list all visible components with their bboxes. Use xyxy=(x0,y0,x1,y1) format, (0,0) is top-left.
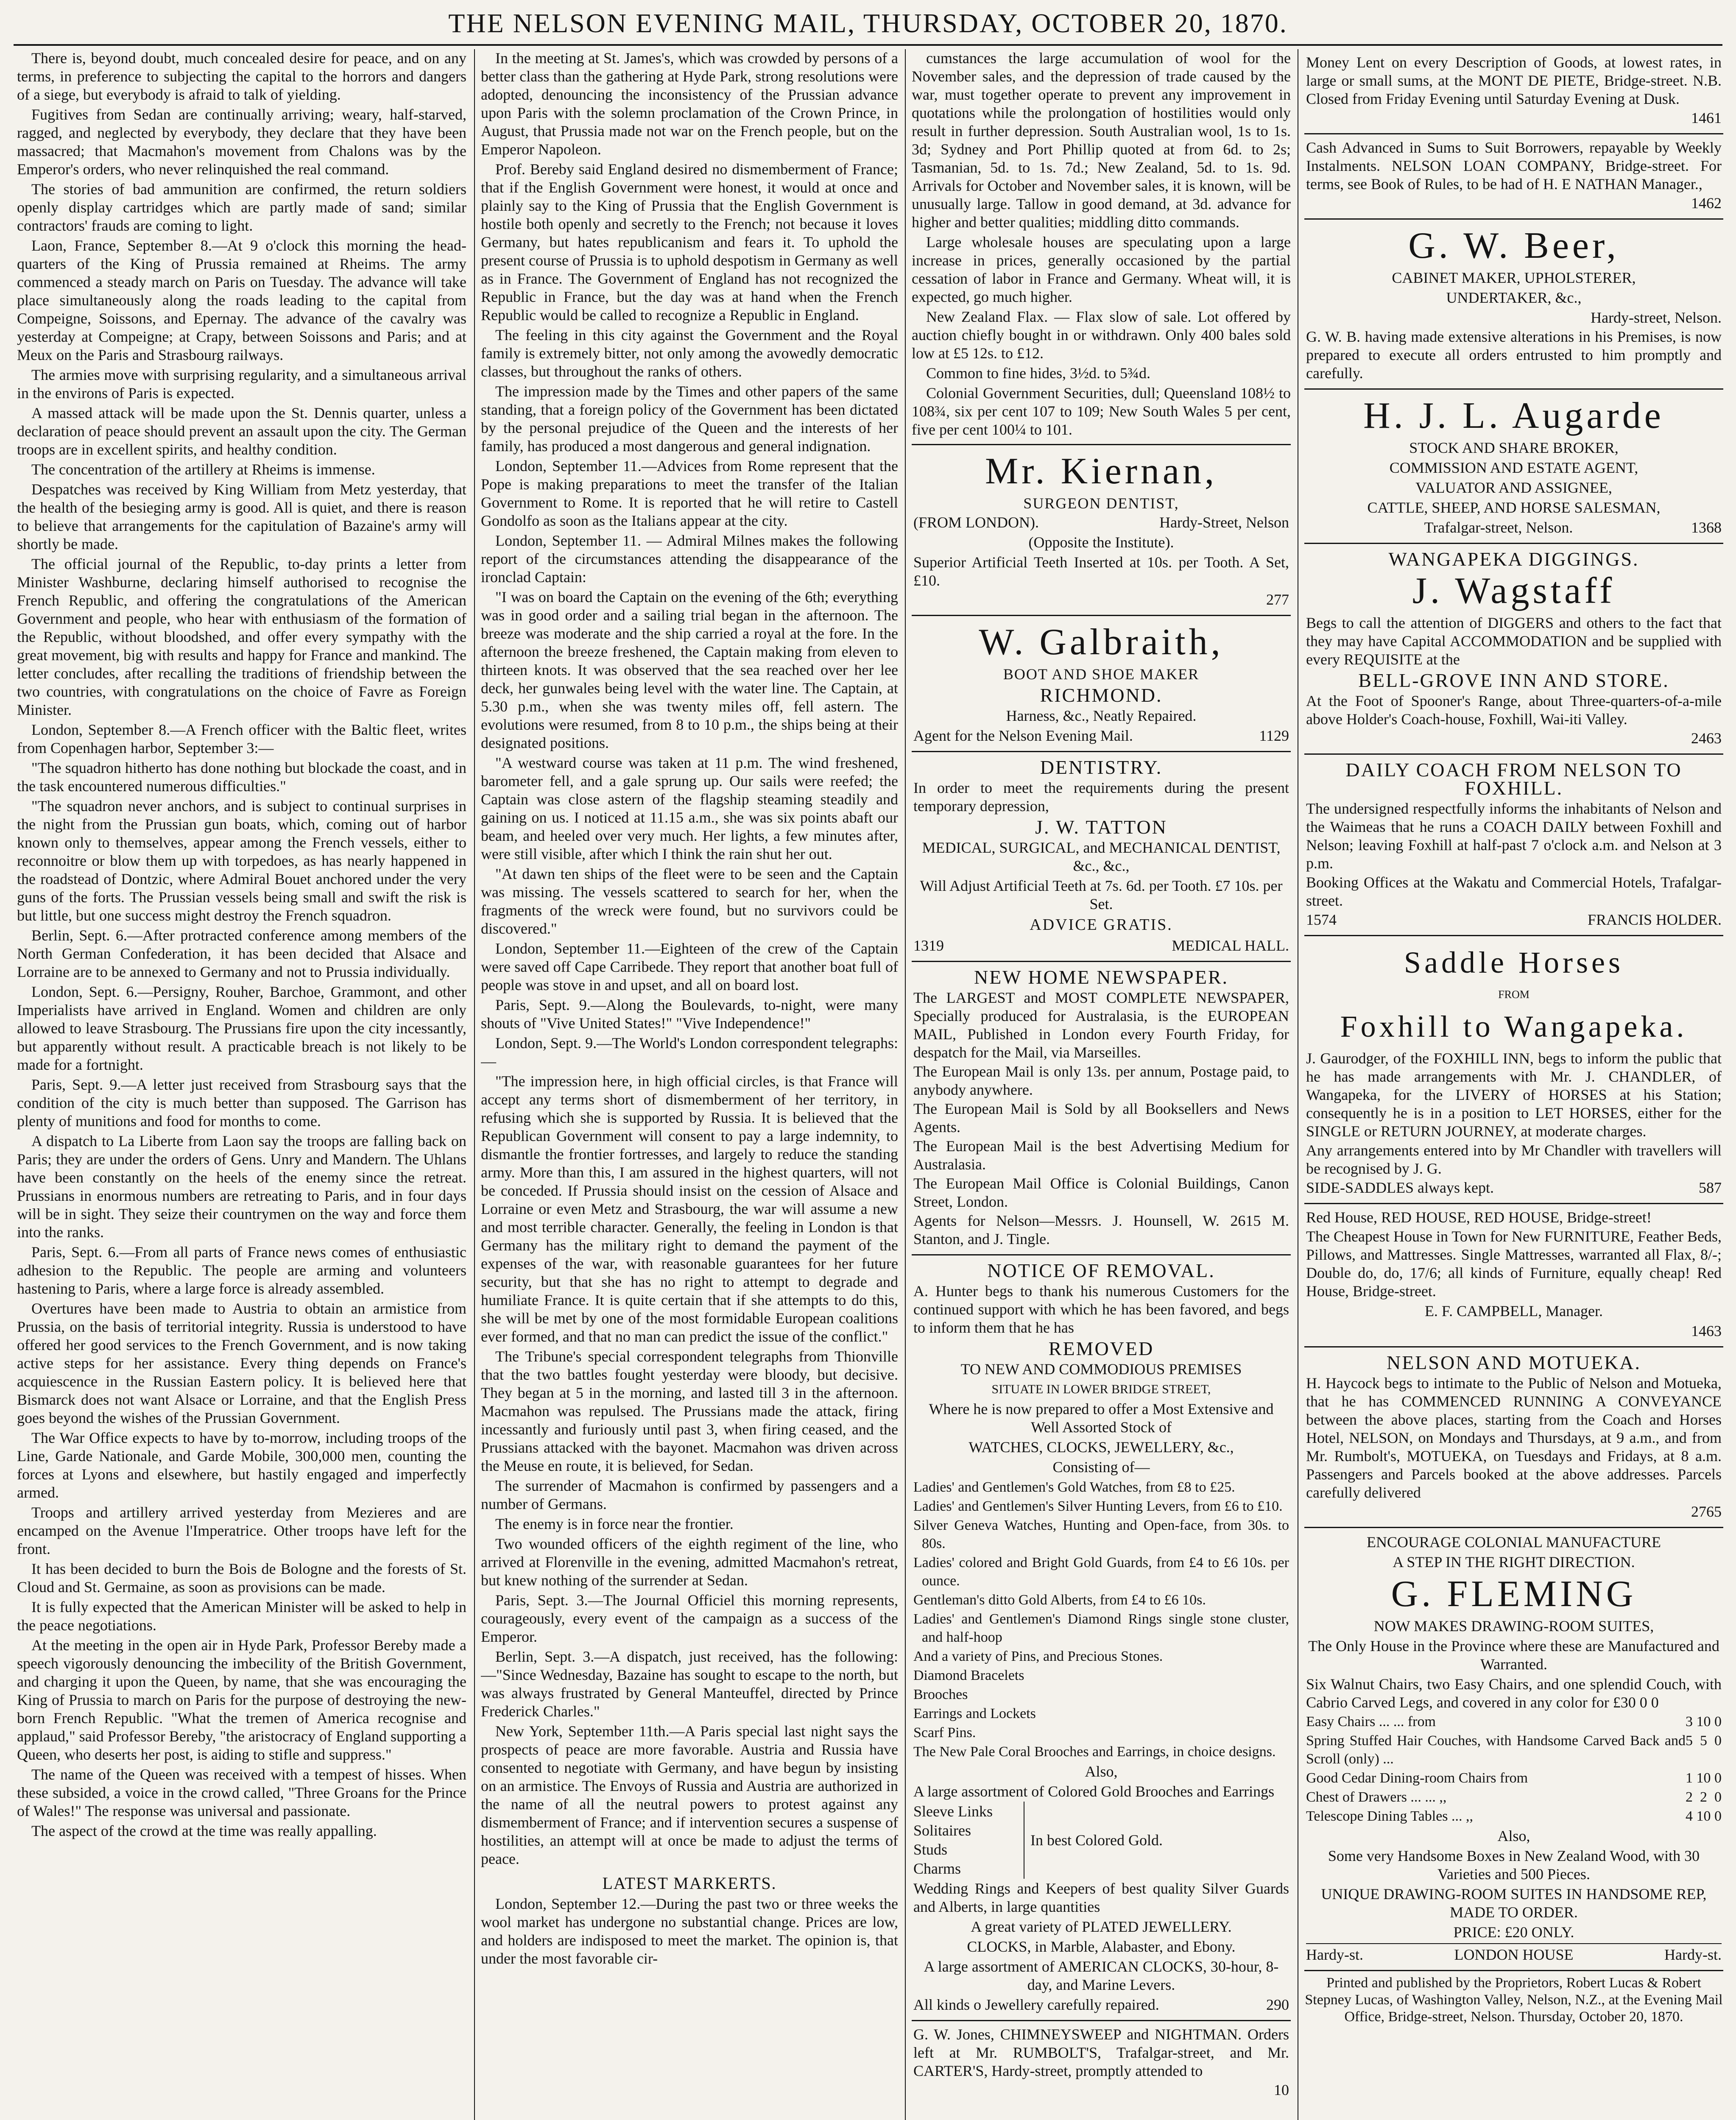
article-paragraph: The concentration of the artillery at Rheims is immense. xyxy=(31,461,375,478)
ad-text: Hardy-st. xyxy=(1306,1946,1363,1963)
article-paragraph: At the meeting in the open air in Hyde Park, Professor Bereby made a speech vigorously denouncing the imbecility of the British Government, and charging it upon the Queen, by name, that she was encouraging the King of Prussia to march on Paris for the purpose of destroying the new-born French Republic. "What the tremen of America recognise and applaud," said Professor Bereby, "the aristocracy of England supporting a Queen, who deserts her post, is aiding to stifle and suppress." xyxy=(17,1637,466,1763)
price-row xyxy=(1306,1713,1722,1731)
article-paragraph: In the meeting at St. James's, which was crowded by persons of a better class than the gathering at Hyde Park, strong resolutions were adopted, denouncing the inconsistency of the Prussian advance upon Paris with the solemn proclamation of the Crown Prince, in August, that Prussia made not war on the French people, but on the Emperor Napoleon. xyxy=(481,50,898,158)
ad-text: Superior Artificial Teeth Inserted at 10s. per Tooth. A Set, £10. xyxy=(913,554,1289,589)
column-1 xyxy=(17,49,466,2120)
list-item: Brooches xyxy=(913,1687,968,1702)
list-item: Ladies' colored and Bright Gold Guards, from £4 to £6 10s. per ounce. xyxy=(913,1555,1289,1589)
ad-title: G. W. Beer, xyxy=(1408,225,1619,266)
ad-text: UNDERTAKER, &c., xyxy=(1446,289,1582,306)
ad-text: TO NEW AND COMMODIOUS PREMISES xyxy=(960,1361,1242,1378)
article-paragraph: Berlin, Sept. 3.—A dispatch, just received, has the following:—"Since Wednesday, Bazaine has sought to escape to the north, but was always frustrated by General Manteuffel, directed by Prince Frederick Charles." xyxy=(481,1648,898,1720)
ad-text: MEDICAL HALL. xyxy=(1172,937,1289,954)
ad-subtitle: RICHMOND. xyxy=(1040,684,1163,706)
news-column-1 xyxy=(17,49,466,1840)
ad-number: 290 xyxy=(1266,1996,1289,2013)
ad-text: G. W. B. having made extensive alterations in his Premises, is now prepared to execute all orders entrusted to him promptly and carefully. xyxy=(1306,328,1722,382)
ad-nelson-motueka xyxy=(1304,1347,1723,1528)
article-paragraph: The armies move with surprising regularity, and a simultaneous arrival in the environs of Paris is expected. xyxy=(17,366,466,402)
article-paragraph: The official journal of the Republic, to-day prints a letter from Minister Washburne, declaring himself authorised to recognise the French Republic, and offering the congratulations of the American Government and people, who hear with enthusiasm of the formation of the Republic, without bloodshed, and offer every sympathy with the great movement, big with results and happy for France and mankind. The letter concludes, after recalling the traditions of friendship between the two countries, with congratulations on the choice of Favre as Foreign Minister. xyxy=(17,555,466,718)
article-paragraph: The Tribune's special correspondent telegraphs from Thionville that the two battles fought yesterday were bloody, but decisive. They began at 5 in the morning, and lasted till 3 in the afternoon. Macmahon was repulsed. The Prussians made the attack, firing incessantly and furiously until past 3, when firing ceased, and the Prussians attacked with the bayonet. Macmahon was driven across the Meuse en route, it is believed, for Sedan. xyxy=(481,1348,898,1474)
article-paragraph: The feeling in this city against the Government and the Royal family is extremely bitter, not only among the avowedly democratic classes, but throughout the ranks of others. xyxy=(481,326,898,380)
article-paragraph: The War Office expects to have by to-morrow, including troops of the Line, Garde Nationale, and Garde Mobile, 300,000 men, counting the forces at Lyons and elsewhere, but hastily engaged and imperfectly armed. xyxy=(17,1429,466,1501)
article-paragraph: The impression made by the Times and other papers of the same standing, that a foreign policy of the Government has been dictated by the personal prejudice of the Queen and the interests of her family, has produced a most dangerous and general indignation. xyxy=(481,383,898,455)
ad-title: H. J. L. Augarde xyxy=(1363,395,1664,436)
ad-title: Mr. Kiernan, xyxy=(985,451,1218,492)
article-paragraph: "The impression here, in high official circles, is that France will accept any terms short of dismemberment of her territory, in refusing which she is supported by Russia. It is believed that the Republican Government will consent to pay a large indemnity, to dismantle the frontier fortresses, and largely to reduce the standing army. More than this, I am assured in the highest quarters, will not be conceded. If Prussia should insist on the cession of Alsace and Lorraine or even Metz and Strasbourg, the war will assume a new and most terrible character. Generally, the feeling in London is that Germany has the military right to demand the payment of the expenses of the war, with reasonable guarantees for her future security, but that she has no right to attempt to degrade and humiliate France. It is quite certain that if she attempts to do this, she will be met by one of the most formidable European coalitions ever formed, and that no man can predict the issue of the conflict." xyxy=(481,1073,898,1345)
ad-number: 1368 xyxy=(1691,519,1722,536)
price-list xyxy=(1306,1713,1722,1825)
article-paragraph: The aspect of the crowd at the time was really appalling. xyxy=(31,1822,377,1839)
ad-title: Saddle Horses xyxy=(1404,946,1624,979)
list-item: Earrings and Lockets xyxy=(913,1706,1036,1721)
ad-number: 1129 xyxy=(1259,727,1289,744)
ad-new-home-newspaper xyxy=(912,962,1291,1255)
ad-text: Hardy-Street, Nelson xyxy=(1159,514,1289,531)
ad-augarde xyxy=(1304,390,1723,544)
masthead: THE NELSON EVENING MAIL, THURSDAY, OCTOBER 20, 1870. xyxy=(448,8,1288,38)
price-value: 3 10 0 xyxy=(1686,1714,1722,1729)
article-paragraph: Fugitives from Sedan are continually arriving; weary, half-starved, ragged, and neglected by everybody, they declare that they have been massacred; that Macmahon's movement from Chalons was by the Emperor's orders, who never relinquished the real command. xyxy=(17,106,466,178)
article-paragraph: Large wholesale houses are speculating upon a large increase in prices, generally occasioned by the partial cessation of labor in France and Germany. Wheat will, it is expected, go much higher. xyxy=(912,234,1291,305)
ad-title: G. FLEMING xyxy=(1391,1573,1637,1615)
article-paragraph: The name of the Queen was received with a tempest of hisses. When these subsided, a voice in the crowd called, "Three Groans for the Prince of Wales!" The response was universal and passionate. xyxy=(17,1766,466,1819)
ad-text: The European Mail is the best Advertising Medium for Australasia. xyxy=(913,1138,1289,1173)
ad-text: FROM xyxy=(1498,988,1529,1001)
list-item: Ladies' and Gentlemen's Silver Hunting Levers, from £6 to £10. xyxy=(913,1498,1283,1514)
ad-title: Red House, RED HOUSE, RED HOUSE, Bridge-street! xyxy=(1306,1209,1652,1226)
ad-text: BELL-GROVE INN AND STORE. xyxy=(1358,669,1669,691)
article-paragraph: London, September 11.—Advices from Rome represent that the Pope is making preparations to meet the transfer of the Italian Government to Rome. It is reported that he will retire to Castell Gondolfo as soon as the Italians appear at the city. xyxy=(481,457,898,529)
ad-number: 1574 xyxy=(1306,911,1337,928)
ad-red-house xyxy=(1304,1204,1723,1347)
ad-text: Six Walnut Chairs, two Easy Chairs, and one splendid Couch, with Cabrio Carved Legs, and covered in any color for £30 0 0 xyxy=(1306,1676,1722,1711)
article-paragraph: London, Sept. 6.—Persigny, Rouher, Barchoe, Grammont, and other Imperialists have arrived in England. Women and children are only allowed to leave Strasbourg. The Prussians fire upon the city incessantly, but apparently without result. A practicable breach is not likely to be made for a fortnight. xyxy=(17,983,466,1073)
article-paragraph: Prof. Bereby said England desired no dismemberment of France; that if the English Government were honest, it would at once and plainly say to the King of Prussia that the English Government is hostile both openly and secretly to the French; not because it loves Germany, but hates republicanism and fears it. To uphold the present course of Prussia is to uphold despotism in Germany as well as in France. The Government of England has not recognized the Republic in France, but the day was at hand when the French Republic would be called to recognize a Republic in England. xyxy=(481,161,898,324)
gold-items-group xyxy=(913,1802,1289,1879)
ad-beer xyxy=(1304,220,1723,390)
article-paragraph: "The squadron hitherto has done nothing but blockade the coast, and in the task encountered numerous difficulties." xyxy=(17,759,466,795)
article-paragraph: New Zealand Flax. — Flax slow of sale. Lot offered by auction chiefly bought in or withdrawn. Only 400 bales sold low at £5 12s. to £12. xyxy=(912,308,1291,362)
price-item: Good Cedar Dining-room Chairs from xyxy=(1306,1770,1528,1786)
article-paragraph: A massed attack will be made upon the St. Dennis quarter, unless a declaration of peace should prevent an assault upon the city. The German troops are in excellent spirits, and healthy condition. xyxy=(17,404,466,458)
ad-text: H. Haycock begs to intimate to the Public of Nelson and Motueka, that he has COMMENCED RUNNING A CONVEYANCE between the above places, starting from the Coach and Horses Hotel, NELSON, on Mondays and Thursdays, at 9 a.m., and from Mr. Rumbolt's, MOTUEKA, on Tuesdays and Fridays, at 8 a.m. Passengers and Parcels booked at the above addresses. Parcels carefully delivered xyxy=(1306,1375,1722,1501)
column-2 xyxy=(481,49,898,2120)
price-value: 1 10 0 xyxy=(1686,1770,1722,1786)
ad-kiernan xyxy=(912,445,1291,616)
ad-text: Consisting of— xyxy=(1052,1459,1150,1476)
ad-text: UNIQUE DRAWING-ROOM SUITES IN HANDSOME REP, MADE TO ORDER. xyxy=(1321,1886,1707,1921)
ad-text: LONDON HOUSE xyxy=(1454,1946,1574,1963)
markets-text xyxy=(912,49,1291,445)
list-item: Gentleman's ditto Gold Alberts, from £4 to £6 10s. xyxy=(913,1592,1206,1608)
ad-heading: NOTICE OF REMOVAL. xyxy=(987,1260,1215,1281)
article-paragraph: "At dawn ten ships of the fleet were to be seen and the Captain was missing. The vessels scattered to search for her, when the fragments of the wreck were found, but no survivors could be discovered." xyxy=(481,865,898,937)
price-row xyxy=(1306,1769,1722,1787)
column-3 xyxy=(912,49,1291,2120)
ad-text: REMOVED xyxy=(1048,1338,1154,1359)
article-paragraph: The enemy is in force near the frontier. xyxy=(495,1515,734,1532)
price-value: 4 10 0 xyxy=(1686,1808,1722,1824)
ad-text: CLOCKS, in Marble, Alabaster, and Ebony. xyxy=(967,1938,1236,1955)
ad-wagstaff xyxy=(1304,544,1723,755)
ad-text: The European Mail is Sold by all Booksellers and News Agents. xyxy=(913,1100,1289,1135)
ad-text: Will Adjust Artificial Teeth at 7s. 6d. per Tooth. £7 10s. per Set. xyxy=(920,877,1283,912)
ad-number: 2463 xyxy=(1691,730,1722,747)
ad-subtitle: BOOT AND SHOE MAKER xyxy=(1003,666,1200,683)
article-paragraph: "I was on board the Captain on the evening of the 6th; everything was in good order and a sailing trial began in the afternoon. The breeze was moderate and the ship carried a royal at the fore. In the afternoon the breeze freshened, the Captain making from eleven to thirteen knots. It was observed that the sea reached over her lee deck, her gunwales being level with the water line. The Captain, at 5.30 p.m., when she was twenty miles off, fell astern. The evolutions were resumed, from 8 to 10 p.m., the ships being at their designated positions. xyxy=(481,589,898,751)
ad-text: Harness, &c., Neatly Repaired. xyxy=(1006,707,1197,724)
article-paragraph: Paris, Sept. 6.—From all parts of France news comes of enthusiastic adhesion to the Republic. The people are arming and volunteers hastening to Paris, where a large force is already assembled. xyxy=(17,1244,466,1297)
article-paragraph: Colonial Government Securities, dull; Queensland 108½ to 108¾, six per cent 107 to 109; New South Wales 5 per cent, five per cent 100¼ to 101. xyxy=(912,385,1291,438)
article-paragraph: Berlin, Sept. 6.—After protracted conference among members of the North German Confederation, it has been decided that Alsace and Lorraine are to be annexed to Germany and not to Prussia individually. xyxy=(17,927,466,980)
ad-text: Hardy-street, Nelson. xyxy=(1591,309,1722,326)
ad-text: WATCHES, CLOCKS, JEWELLERY, &c., xyxy=(968,1439,1234,1456)
ad-heading: NELSON AND MOTUEKA. xyxy=(1386,1352,1641,1373)
price-row xyxy=(1306,1807,1722,1825)
ad-text: SIDE-SADDLES always kept. xyxy=(1306,1179,1494,1196)
news-column-2 xyxy=(481,49,898,1868)
list-item: Scarf Pins. xyxy=(913,1725,976,1741)
ad-text: The LARGEST and MOST COMPLETE NEWSPAPER, Specially produced for Australasia, is the EUROPEAN MAIL, Published in London every Fourth Friday, for despatch for the Mail, via Marseilles. xyxy=(913,989,1289,1061)
masthead-rule xyxy=(14,44,1722,46)
price-item: Spring Stuffed Hair Couches, with Handsome Carved Back and Scroll (only) ... xyxy=(1306,1733,1686,1767)
ad-text: Some very Handsome Boxes in New Zealand Wood, with 30 Varieties and 500 Pieces. xyxy=(1328,1847,1700,1883)
ad-text: A STEP IN THE RIGHT DIRECTION. xyxy=(1393,1554,1635,1570)
list-item: And a variety of Pins, and Precious Stones. xyxy=(913,1649,1163,1664)
article-paragraph: London, September 11.—Eighteen of the crew of the Captain were saved off Cape Carribede. They report that another boat full of people was stove in and upset, and all on board lost. xyxy=(481,940,898,993)
article-paragraph: Paris, Sept. 9.—A letter just received from Strasbourg says that the condition of the city is much better than supposed. The Garrison has plenty of munitions and food for months to come. xyxy=(17,1076,466,1130)
ad-number: 1319 xyxy=(913,937,944,954)
ad-text: CATTLE, SHEEP, AND HORSE SALESMAN, xyxy=(1367,499,1661,516)
ad-text: Where he is now prepared to offer a Most Extensive and Well Assorted Stock of xyxy=(929,1400,1274,1436)
ad-heading: WANGAPEKA DIGGINGS. xyxy=(1388,548,1639,570)
price-item: Telescope Dining Tables ... ,, xyxy=(1306,1808,1474,1824)
ad-text: Begs to call the attention of DIGGERS and others to the fact that they may have Capital ACCOMMODATION and be supplied with every REQUISITE at the xyxy=(1306,614,1722,668)
ad-text: COMMISSION AND ESTATE AGENT, xyxy=(1389,459,1638,476)
article-paragraph: Despatches was received by King William from Metz yesterday, that the health of the besieging army is good. All is quiet, and there is reason to believe that arrangements for the capitulation of Bazaine's army will shortly be made. xyxy=(17,481,466,552)
list-item: Silver Geneva Watches, Hunting and Open-face, from 30s. to 80s. xyxy=(913,1517,1289,1551)
article-paragraph: Overtures have been made to Austria to obtain an armistice from Prussia, on the basis of territorial integrity. Russia is understood to have offered her good services to the French Government, and is now taking active steps for her assistance. Every thing depends on France's acquiescence in the Russian Eastern policy. It is believed here that Bismarck does not want Alsace or Lorraine, and that the English Press goes beyond the wishes of the Prussian Government. xyxy=(17,1300,466,1426)
price-value: 5 5 0 xyxy=(1686,1733,1722,1749)
ad-number: 277 xyxy=(1266,591,1289,608)
ad-number: 10 xyxy=(1274,2081,1289,2098)
list-item: The New Pale Coral Brooches and Earrings, in choice designs. xyxy=(913,1744,1276,1760)
article-paragraph: London, Sept. 9.—The World's London correspondent telegraphs:— xyxy=(481,1035,898,1070)
ad-title: J. Wagstaff xyxy=(1412,570,1616,611)
article-paragraph: New York, September 11th.—A Paris special last night says the prospects of peace are more favorable. Austria and Russia have consented to negotiate with Germany, and have begun by insisting on an armistice. The Envoys of Russia and Austria are authorized in the name of all the neutral powers to protest against any dismemberment of France; and if intervention secures a suspense of hostilities, an attempt will at once be made to adjust the terms of peace. xyxy=(481,1723,898,1867)
article-paragraph: The stories of bad ammunition are confirmed, the return soldiers openly display cartridges which are partly made of sand; similar contractors' frauds are coming to light. xyxy=(17,181,466,234)
ad-daily-coach xyxy=(1304,755,1723,936)
article-paragraph: Paris, Sept. 3.—The Journal Officiel this morning represents, courageously, every event of the campaign as a success of the Emperor. xyxy=(481,1592,898,1645)
ad-text: VALUATOR AND ASSIGNEE, xyxy=(1415,479,1612,496)
ad-number: 587 xyxy=(1699,1179,1722,1196)
ad-text: The Only House in the Province where these are Manufactured and Warranted. xyxy=(1308,1637,1719,1673)
ad-text: Hardy-st. xyxy=(1664,1946,1722,1963)
ad-text: In order to meet the requirements during the present temporary depression, xyxy=(913,779,1289,815)
ad-title: W. Galbraith, xyxy=(979,622,1224,663)
ad-text: Trafalgar-street, Nelson. xyxy=(1424,519,1573,536)
ad-cash-advanced xyxy=(1304,134,1723,220)
list-item: Diamond Bracelets xyxy=(913,1668,1024,1683)
ad-number: 2765 xyxy=(1691,1503,1722,1520)
list-item: Studs xyxy=(913,1841,948,1858)
ad-text: Cash Advanced in Sums to Suit Borrowers, repayable by Weekly Instalments. NELSON LOAN COMPANY, Bridge-street. For terms, see Book of Rules, to be had of H. E NATHAN Manager., xyxy=(1306,139,1722,192)
list-item: Sleeve Links xyxy=(913,1803,993,1820)
ad-tatton xyxy=(912,752,1291,962)
ad-heading: DENTISTRY. xyxy=(1040,756,1163,778)
ad-saddle-horses xyxy=(1304,936,1723,1204)
price-item: Easy Chairs ... ... from xyxy=(1306,1714,1436,1729)
price-row xyxy=(1306,1788,1722,1806)
ad-text: The Cheapest House in Town for New FURNITURE, Feather Beds, Pillows, and Mattresses. Single Mattresses, warranted all Flax, 8/-; Double do, do, 17/6; all kinds of Furniture, equally cheap! Red House, Bridge-street. xyxy=(1306,1228,1722,1300)
ad-text: Agent for the Nelson Evening Mail. xyxy=(913,727,1133,744)
ad-money-lent xyxy=(1304,49,1723,134)
article-paragraph: cumstances the large accumulation of wool for the November sales, and the depression of trade caused by the war, must together operate to prevent any improvement in quotations while the prolongation of hostilities would only result in further depression. South Australian wool, 1s to 1s. 3d; Sydney and Port Phillip quoted at from 6d. to 2s; Tasmanian, 5d. to 1s. 7d.; New Zealand, 5d. to 1s. 9d. Arrivals for October and November sales, it is known, will be unusually large. Tallow in good demand, at 3d. advance for higher and better qualities; middling ditto commands. xyxy=(912,50,1291,231)
ad-text: Booking Offices at the Wakatu and Commercial Hotels, Trafalgar-street. xyxy=(1306,874,1722,909)
ad-text: J. Gaurodger, of the FOXHILL INN, begs to inform the public that he has made arrangements with Mr. J. CHANDLER, of Wangapeka, for the LIVERY of HORSES at his Station; consequently he is in a position to LET HORSES, either for the SINGLE or RETURN JOURNEY, at moderate charges. xyxy=(1306,1050,1722,1140)
article-paragraph: London, September 12.—During the past two or three weeks the wool market has undergone no substantial change. Prices are low, and holders are indisposed to meet the market. The opinion is, that under the most favorable cir- xyxy=(481,1895,898,1967)
ad-text: A large assortment of AMERICAN CLOCKS, 30-hour, 8-day, and Marine Levers. xyxy=(924,1958,1279,1993)
list-item: Ladies' and Gentlemen's Gold Watches, from £8 to £25. xyxy=(913,1479,1235,1495)
article-paragraph: Paris, Sept. 9.—Along the Boulevards, to-night, were many shouts of "Vive United States!" "Vive Independence!" xyxy=(481,996,898,1032)
ad-galbraith xyxy=(912,616,1291,752)
ad-text: E. F. CAMPBELL, Manager. xyxy=(1424,1303,1603,1319)
imprint: Printed and published by the Proprietors, Robert Lucas & Robert Stepney Lucas, of Washington Valley, Nelson, N.Z., at the Evening Mail Office, Bridge-street, Nelson. Thursday, October 20, 1870. xyxy=(1305,1975,1723,2025)
price-item: Chest of Drawers ... ... ,, xyxy=(1306,1789,1447,1805)
article-paragraph: It has been decided to burn the Bois de Bologne and the forests of St. Cloud and St. Germaine, as soon as provisions can be made. xyxy=(17,1560,466,1596)
column-rule xyxy=(474,49,475,2120)
ad-text: STOCK AND SHARE BROKER, xyxy=(1409,439,1619,456)
price-value: 2 2 0 xyxy=(1686,1789,1722,1805)
ad-text: Any arrangements entered into by Mr Chandler with travellers will be recognised by J. G. xyxy=(1306,1142,1722,1177)
article-paragraph: "A westward course was taken at 11 p.m. The wind freshened, barometer fell, and a gale sprung up. Our sails were reefed; the Captain was close astern of the flagship steaming steadily and gaining on us. I noticed at 11.15 a.m., she was six points abaft our beam, and heeled over very much. Her lights, a few minutes after, were still visible, after which I think the rain shut her out. xyxy=(481,754,898,862)
ad-text: CABINET MAKER, UPHOLSTERER, xyxy=(1392,269,1636,286)
ad-number: 1462 xyxy=(1691,195,1722,212)
ad-text: (FROM LONDON). xyxy=(913,514,1039,531)
ad-text: FRANCIS HOLDER. xyxy=(1587,911,1722,928)
ad-fleming xyxy=(1304,1528,1723,1971)
ad-number: 1461 xyxy=(1691,109,1722,126)
ad-text: The undersigned respectfully informs the inhabitants of Nelson and the Waimeas that he runs a COACH DAILY between Foxhill and Nelson; leaving Foxhill at half-past 7 o'clock a.m. and Nelson at 3 p.m. xyxy=(1306,800,1722,872)
column-rule xyxy=(905,49,906,2120)
ad-text: A large assortment of Colored Gold Brooches and Earrings xyxy=(913,1783,1275,1800)
article-paragraph: Common to fine hides, 3½d. to 5¾d. xyxy=(926,365,1150,382)
article-paragraph: London, September 11. — Admiral Milnes makes the following report of the circumstances attending the disappearance of the ironclad Captain: xyxy=(481,532,898,586)
ad-heading: NEW HOME NEWSPAPER. xyxy=(974,966,1229,988)
ad-text: SITUATE IN LOWER BRIDGE STREET, xyxy=(991,1382,1211,1396)
article-paragraph: A dispatch to La Liberte from Laon say the troops are falling back on Paris; they are under the orders of Gens. Unry and Mandern. The Uhlans have been constantly on the heels of the enemy since the retreat. Prussians in enormous numbers are retreating to Paris, and in four days will be in sight. They seize their countrymen on the way and force them into the ranks. xyxy=(17,1133,466,1241)
latest-markets-heading: LATEST MARKERTS. xyxy=(602,1874,777,1893)
list-item: Charms xyxy=(913,1860,961,1877)
ad-text: G. W. Jones, CHIMNEYSWEEP and NIGHTMAN. Orders left at Mr. RUMBOLT'S, Trafalgar-street, and Mr. CARTER'S, Hardy-street, promptly attended to xyxy=(913,2026,1289,2079)
article-paragraph: "The squadron never anchors, and is subject to continual surprises in the night from the Prussian gun boats, which, coming out of harbor known only to themselves, appear among the French vessels, either to reconnoitre or blow them up with torpedoes, as has nearly happened in the roadstead of Dontzic, where Admiral Bouet anchored under the very guns of the forts. The Prussian vessels being small and swift the risk is but little, but one success might destroy the French squadron. xyxy=(17,798,466,924)
ad-text: Also, xyxy=(1497,1827,1530,1844)
ad-text: A. Hunter begs to thank his numerous Customers for the continued support with which he has been favored, and begs to inform them that he has xyxy=(913,1283,1289,1336)
ad-notice-of-removal xyxy=(912,1255,1291,2021)
ad-text: All kinds o Jewellery carefully repaired. xyxy=(913,1996,1159,2013)
ad-number: 1463 xyxy=(1691,1322,1722,1339)
gold-items-list xyxy=(913,1802,1024,1879)
article-paragraph: There is, beyond doubt, much concealed desire for peace, and on any terms, in preference to subjecting the capital to the horrors and dangers of a siege, but everybody is afraid to talk of yielding. xyxy=(17,50,466,103)
ad-text: NOW MAKES DRAWING-ROOM SUITES, xyxy=(1373,1618,1654,1635)
ad-text: A great variety of PLATED JEWELLERY. xyxy=(971,1918,1232,1935)
ad-text: MEDICAL, SURGICAL, and MECHANICAL DENTIST, &c., &c., xyxy=(922,839,1281,874)
article-paragraph: Two wounded officers of the eighth regiment of the line, who arrived at Florenville in the evening, admitted Macmahon's retreat, but knew nothing of the surrender at Sedan. xyxy=(481,1535,898,1589)
ad-text: ADVICE GRATIS. xyxy=(1030,916,1173,934)
ad-heading: ENCOURAGE COLONIAL MANUFACTURE xyxy=(1367,1534,1661,1551)
ad-text: In best Colored Gold. xyxy=(1030,1831,1163,1849)
ad-jones xyxy=(912,2021,1291,2105)
ad-text: At the Foot of Spooner's Range, about Three-quarters-of-a-mile above Holder's Coach-house, Foxhill, Wai-iti Valley. xyxy=(1306,692,1722,728)
list-item: Ladies' and Gentlemen's Diamond Rings single stone cluster, and half-hoop xyxy=(913,1611,1289,1645)
price-row xyxy=(1306,1732,1722,1768)
article-paragraph: Troops and artillery arrived yesterday from Mezieres and are encamped on the Avenue l'Imperatrice. Other troops have left for the front. xyxy=(17,1504,466,1557)
article-paragraph: Laon, France, September 8.—At 9 o'clock this morning the head-quarters of the King of Prussia remained at Rheims. The army commenced a steady march on Paris on Tuesday. The advance will take place simultaneously along the roads leading to the capital from Compeigne, Soissons, and Epernay. The advance of the cavalry was yesterday at Compeigne; at Crapy, between Soissons and Paris; and at Meux on the Paris and Strasbourg railways. xyxy=(17,237,466,363)
ad-text: Agents for Nelson—Messrs. J. Hounsell, W. 2615 M. Stanton, and J. Tingle. xyxy=(913,1212,1289,1247)
list-item: Solitaires xyxy=(913,1822,971,1839)
ad-text: The European Mail is only 13s. per annum, Postage paid, to anybody anywhere. xyxy=(913,1063,1289,1098)
ad-text: Also, xyxy=(1085,1763,1118,1780)
column-4 xyxy=(1304,49,1723,2120)
ad-text: (Opposite the Institute). xyxy=(1028,534,1174,551)
ad-text: Wedding Rings and Keepers of best quality Silver Guards and Alberts, in large quantities xyxy=(913,1880,1289,1915)
ad-text: The European Mail Office is Colonial Buildings, Canon Street, London. xyxy=(913,1175,1289,1210)
article-paragraph: London, September 8.—A French officer with the Baltic fleet, writes from Copenhagen harbor, September 3:— xyxy=(17,721,466,756)
ad-title: Foxhill to Wangapeka. xyxy=(1340,1010,1688,1043)
ad-text: PRICE: £20 ONLY. xyxy=(1453,1924,1574,1941)
ad-heading: DAILY COACH FROM NELSON TO FOXHILL. xyxy=(1345,759,1682,799)
article-paragraph: It is fully expected that the American Minister will be asked to help in the peace negotiations. xyxy=(17,1598,466,1634)
ad-text: Money Lent on every Description of Goods, at lowest rates, in large or small sums, at the MONT DE PIETE, Bridge-street. N.B. Closed from Friday Evening until Saturday Evening at Dusk. xyxy=(1306,54,1722,107)
article-paragraph: The surrender of Macmahon is confirmed by passengers and a number of Germans. xyxy=(481,1477,898,1512)
ad-title: J. W. TATTON xyxy=(1035,816,1167,838)
ad-subtitle: SURGEON DENTIST, xyxy=(1023,495,1179,512)
removal-items xyxy=(913,1478,1289,1761)
